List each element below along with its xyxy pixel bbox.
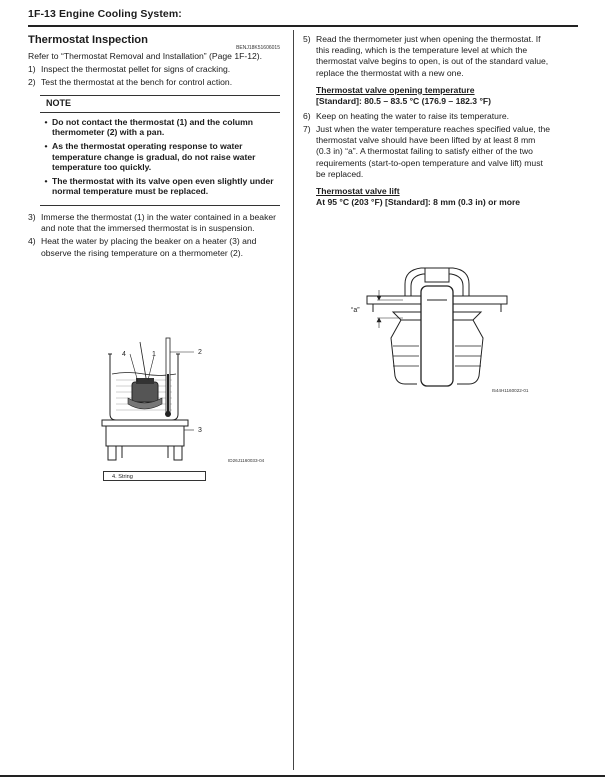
step-number: 6) — [303, 110, 311, 121]
thermometer-illustration — [165, 338, 171, 417]
figure-caption: 4. String — [103, 471, 206, 481]
column-divider — [293, 30, 294, 770]
header-rule — [28, 25, 578, 27]
figure-label-3: 3 — [198, 427, 202, 434]
step-number: 5) — [303, 34, 311, 44]
thermostat-beaker-figure — [72, 334, 282, 489]
figure-id: I544H1160022-01 — [492, 388, 529, 393]
step-item — [28, 77, 280, 88]
intro-text: Refer to “Thermostat Removal and Installation” (Page 1F-12). — [28, 51, 263, 61]
step-number: 1) — [28, 64, 36, 75]
valve-lift-figure — [333, 256, 553, 401]
step-number: 7) — [303, 124, 311, 135]
spec-value: At 95 °C (203 °F) [Standard]: 8 mm (0.3 in) or more — [316, 197, 521, 208]
heater-illustration — [102, 420, 188, 460]
step-text: Test the thermostat at the bench for control action. — [41, 77, 233, 88]
step-text: Inspect the thermostat pellet for signs of cracking. — [41, 64, 231, 75]
figure-id: ID26J1160033-04 — [228, 458, 265, 463]
thermostat-cross-section — [367, 268, 507, 386]
document-id: BENJ18K51606015 — [236, 45, 280, 51]
note-text: As the thermostat operating response to water temperature change is gradual, do not raise water temperature too quickly. — [52, 141, 256, 173]
spec-title: Thermostat valve lift — [316, 186, 400, 197]
note-item — [40, 117, 280, 138]
footer-rule — [0, 775, 605, 777]
step-text: Just when the water temperature reaches specified value, the thermostat valve should have been lifted by at least 8 mm (0.3 in) “a”. A thermostat failing to satisfy either of the two requirements (start-to-open temperature and valve lift) must be replaced. — [316, 124, 551, 179]
spec-value: [Standard]: 80.5 – 83.5 °C (176.9 – 182.3 °F) — [316, 95, 492, 106]
figure-label-4: 4 — [122, 351, 126, 358]
note-title: NOTE — [40, 98, 280, 113]
spec-title: Thermostat valve opening temperature — [316, 84, 475, 95]
step-item — [303, 124, 551, 180]
step-number: 4) — [28, 236, 36, 247]
step-number: 3) — [28, 211, 36, 222]
bullet-icon: • — [44, 175, 48, 186]
note-box — [40, 95, 280, 206]
figure-label-2: 2 — [198, 349, 202, 356]
dimension-label-a: “a” — [351, 307, 360, 314]
step-text: Read the thermometer just when opening the thermostat. If this reading, which is the temperature level at which the thermostat valve begins to open, is out of the standard value, replace the thermostat with a new one. — [316, 34, 549, 78]
note-text: The thermostat with its valve open even slightly under normal temperature must be replaced. — [52, 175, 274, 197]
step-text: Immerse the thermostat (1) in the water contained in a beaker and note that the immersed thermostat is in suspension. — [41, 211, 277, 234]
step-text: Heat the water by placing the beaker on a heater (3) and observe the rising temperature on a thermometer (2). — [41, 236, 257, 258]
bullet-icon: • — [44, 141, 48, 151]
left-column — [28, 34, 280, 259]
step-item — [303, 34, 551, 79]
right-column — [303, 34, 551, 212]
step-number: 2) — [28, 77, 36, 88]
figure-label-1: 1 — [152, 351, 156, 358]
bullet-icon: • — [44, 116, 48, 127]
note-item — [40, 141, 280, 173]
step-item — [28, 236, 280, 258]
step-text: Keep on heating the water to raise its temperature. — [316, 110, 509, 121]
step-item — [303, 111, 551, 122]
step-item — [28, 64, 280, 75]
page-header: 1F-13 Engine Cooling System: — [28, 8, 182, 20]
step-item — [28, 212, 280, 234]
note-text: Do not contact the thermostat (1) and the column thermometer (2) with a pan. — [52, 116, 254, 138]
section-title: Thermostat Inspection — [28, 34, 148, 46]
note-item — [40, 176, 280, 197]
